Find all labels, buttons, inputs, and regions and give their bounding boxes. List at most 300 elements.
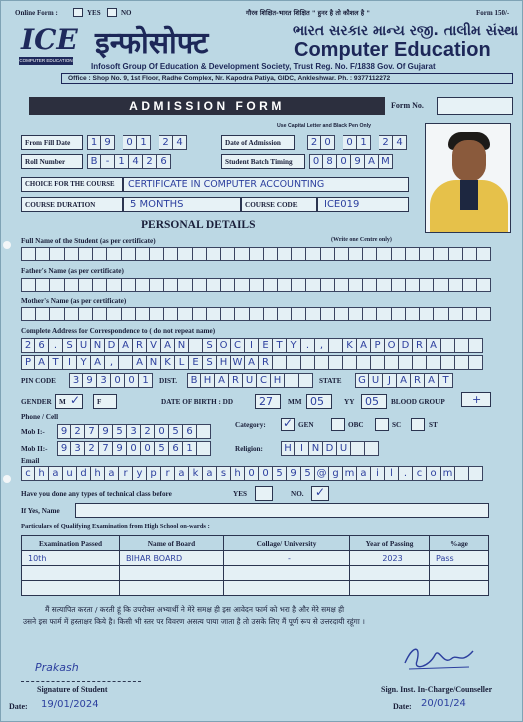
char-box	[150, 278, 164, 292]
char-box: 3	[71, 441, 85, 456]
char-box	[150, 307, 164, 321]
char-box	[178, 307, 192, 321]
char-box: 2	[21, 338, 35, 353]
char-box: I	[295, 441, 309, 456]
char-box: 9	[57, 424, 71, 439]
char-box	[392, 278, 406, 292]
fill-date-field[interactable]	[87, 135, 187, 150]
duration-field[interactable]	[123, 197, 241, 212]
duration-label-box	[21, 197, 123, 212]
dob-year-value: 05	[365, 395, 379, 408]
dob-year-field[interactable]	[361, 394, 387, 409]
personal-details-heading: PERSONAL DETAILS	[141, 219, 256, 231]
phone-label: Phone / Cell	[21, 413, 59, 421]
if-yes-name-field[interactable]	[75, 503, 489, 518]
char-box	[93, 247, 107, 261]
father-name-label: Father's Name (as per certificate)	[21, 267, 124, 275]
roll-char: B	[87, 154, 101, 169]
char-box	[321, 307, 335, 321]
char-box	[278, 307, 292, 321]
char-box: 2	[85, 441, 99, 456]
signature-scribble-icon	[399, 641, 479, 677]
char-box: A	[35, 355, 49, 370]
course-value: CERTIFICATE IN COMPUTER ACCOUNTING	[128, 179, 325, 190]
binder-hole	[3, 241, 11, 249]
char-box	[50, 247, 64, 261]
char-box: E	[189, 355, 203, 370]
char-box	[349, 307, 363, 321]
char-box: Y	[77, 355, 91, 370]
char-box: 0	[111, 373, 125, 388]
fill-date-digit: 2	[159, 135, 173, 150]
char-box: S	[63, 338, 77, 353]
char-box: S	[203, 338, 217, 353]
batch-char: 0	[309, 154, 323, 169]
course-label: CHOICE FOR THE COURSE	[25, 181, 115, 188]
col-university: Collage/ University	[224, 536, 350, 551]
char-box: .	[301, 338, 315, 353]
char-box	[221, 307, 235, 321]
char-box: 5	[155, 441, 169, 456]
char-box: D	[399, 338, 413, 353]
char-box: 9	[99, 424, 113, 439]
table-cell[interactable]	[120, 566, 224, 581]
course-field[interactable]	[123, 177, 409, 192]
char-box	[207, 278, 221, 292]
char-box	[420, 278, 434, 292]
char-box	[207, 247, 221, 261]
tech-yes-checkbox[interactable]	[255, 486, 273, 501]
address-label: Complete Address for Correspondence to ( do not repeat name)	[21, 327, 216, 335]
duration-label: COURSE DURATION	[25, 201, 96, 209]
char-box	[278, 278, 292, 292]
code-label: COURSE CODE	[245, 201, 298, 209]
category-label: Category:	[235, 421, 266, 429]
qualification-heading: Particulars of Qualifying Examination from High School on-wards :	[21, 523, 210, 530]
duration-value: 5 MONTHS	[130, 199, 184, 210]
char-box: c	[21, 466, 35, 481]
form-no-field[interactable]	[437, 97, 513, 115]
table-cell[interactable]	[22, 581, 120, 596]
char-box: a	[203, 466, 217, 481]
char-box	[299, 373, 313, 388]
char-box: r	[119, 466, 133, 481]
col-percentage: %age	[430, 536, 489, 551]
table-cell[interactable]	[350, 581, 430, 596]
char-box	[79, 278, 93, 292]
char-box: 9	[57, 441, 71, 456]
table-cell[interactable]: 10th	[22, 551, 120, 566]
char-box: T	[439, 373, 453, 388]
char-box: A	[133, 355, 147, 370]
table-cell[interactable]	[224, 581, 350, 596]
char-box: A	[245, 355, 259, 370]
char-box: H	[281, 441, 295, 456]
gender-m-label: M	[59, 398, 66, 406]
char-box	[79, 247, 93, 261]
char-box	[363, 247, 377, 261]
full-name-label: Full Name of the Student (as per certificate)	[21, 237, 156, 245]
char-box	[164, 278, 178, 292]
char-box: h	[35, 466, 49, 481]
char-box	[463, 307, 477, 321]
char-box: N	[91, 338, 105, 353]
char-box	[235, 247, 249, 261]
mobile-2-field[interactable]	[57, 441, 211, 456]
char-box: h	[91, 466, 105, 481]
char-box: A	[427, 338, 441, 353]
char-box: c	[413, 466, 427, 481]
char-box: 0	[259, 466, 273, 481]
state-field[interactable]	[355, 373, 453, 388]
char-box	[36, 307, 50, 321]
char-box: N	[147, 355, 161, 370]
char-box	[306, 247, 320, 261]
email-field[interactable]	[21, 466, 483, 481]
mother-name-field[interactable]	[21, 307, 491, 321]
char-box: U	[77, 338, 91, 353]
char-box	[420, 307, 434, 321]
category-obc-label: OBC	[348, 421, 364, 429]
table-cell[interactable]	[430, 566, 489, 581]
gender-m-box[interactable]	[55, 394, 83, 409]
online-no-checkbox[interactable]	[107, 8, 117, 17]
admission-date-label: Date of Admission	[225, 139, 281, 147]
char-box	[107, 278, 121, 292]
char-box	[469, 355, 483, 370]
char-box	[449, 278, 463, 292]
char-box	[455, 466, 469, 481]
category-obc-checkbox[interactable]	[331, 418, 345, 431]
char-box	[122, 307, 136, 321]
gender-label: GENDER	[21, 398, 52, 406]
char-box	[343, 355, 357, 370]
if-yes-label: If Yes, Name	[21, 507, 60, 515]
table-cell[interactable]	[22, 566, 120, 581]
char-box	[36, 247, 50, 261]
qualification-header-row	[22, 536, 489, 551]
char-box	[136, 278, 150, 292]
table-cell[interactable]: -	[224, 551, 350, 566]
category-sc-checkbox[interactable]	[375, 418, 389, 431]
address-line-1[interactable]	[21, 338, 491, 353]
col-board: Name of Board	[120, 536, 224, 551]
roll-char: 2	[143, 154, 157, 169]
char-box: 0	[245, 466, 259, 481]
char-box: Y	[287, 338, 301, 353]
binder-hole	[3, 475, 11, 483]
online-form-label: Online Form :	[15, 9, 58, 17]
char-box	[221, 278, 235, 292]
char-box	[413, 355, 427, 370]
incharge-signature	[399, 641, 479, 677]
char-box	[477, 278, 491, 292]
incharge-date: 20/01/24	[421, 698, 466, 709]
char-box	[189, 338, 203, 353]
char-box: A	[119, 338, 133, 353]
char-box	[463, 247, 477, 261]
fill-date-digit: 1	[137, 135, 151, 150]
religion-label: Religion:	[235, 445, 263, 453]
char-box	[150, 247, 164, 261]
char-box: l	[385, 466, 399, 481]
char-box: U	[337, 441, 351, 456]
char-box	[178, 278, 192, 292]
category-st-checkbox[interactable]	[411, 418, 425, 431]
gender-f-box[interactable]	[93, 394, 117, 409]
char-box	[197, 424, 211, 439]
batch-char: A	[365, 154, 379, 169]
char-box	[65, 278, 79, 292]
char-box: A	[215, 373, 229, 388]
gen-check-icon: ✓	[283, 416, 294, 430]
char-box: O	[385, 338, 399, 353]
brand-name: Computer Education	[294, 39, 491, 61]
char-box: G	[355, 373, 369, 388]
char-box: @	[315, 466, 329, 481]
batch-char: 9	[351, 154, 365, 169]
logo-caption: COMPUTER EDUCATION	[19, 58, 73, 63]
fill-date-digit: 0	[123, 135, 137, 150]
char-box: R	[411, 373, 425, 388]
code-label-box	[241, 197, 317, 212]
category-gen-checkbox[interactable]	[281, 418, 295, 431]
photo-face	[452, 140, 486, 182]
logo-text: ICE	[21, 23, 78, 56]
char-box	[329, 338, 343, 353]
admission-date-field[interactable]	[307, 135, 407, 150]
char-box: J	[383, 373, 397, 388]
char-box: g	[329, 466, 343, 481]
char-box: m	[343, 466, 357, 481]
char-box	[406, 278, 420, 292]
course-code-value: ICE019	[324, 199, 360, 210]
char-box	[264, 307, 278, 321]
char-box	[50, 307, 64, 321]
declaration-line-1: मैं सत्यापित करता / करती हूं कि उपरोक्त अभ्यार्थी ने मेरे समक्ष ही इस आवेदन फार्म को भरा है और मेरे समक्ष ही	[45, 605, 345, 614]
student-sign-label: Signature of Student	[37, 685, 108, 694]
char-box: a	[49, 466, 63, 481]
dob-label: DATE OF BIRTH : DD	[161, 398, 234, 406]
table-cell[interactable]	[224, 566, 350, 581]
form-title: ADMISSION FORM	[129, 99, 285, 113]
char-box	[392, 307, 406, 321]
char-box	[193, 247, 207, 261]
char-box	[197, 441, 211, 456]
dob-day-field[interactable]	[255, 394, 281, 409]
char-box: C	[257, 373, 271, 388]
char-box: ,	[315, 338, 329, 353]
char-box	[292, 247, 306, 261]
char-box	[164, 247, 178, 261]
tech-no-label: NO.	[291, 490, 304, 498]
table-row	[22, 551, 489, 566]
gender-m-check-icon: ✓	[70, 393, 81, 407]
char-box	[136, 247, 150, 261]
table-cell[interactable]	[430, 581, 489, 596]
online-yes-checkbox[interactable]	[73, 8, 83, 17]
dob-day-value: 27	[259, 395, 273, 408]
table-cell[interactable]: 2023	[350, 551, 430, 566]
char-box: A	[357, 338, 371, 353]
char-box: T	[49, 355, 63, 370]
char-box: 9	[113, 441, 127, 456]
char-box	[349, 278, 363, 292]
roll-char: 1	[115, 154, 129, 169]
admission-date-digit: 4	[393, 135, 407, 150]
father-name-field[interactable]	[21, 278, 491, 292]
char-box	[93, 278, 107, 292]
fill-date-digit: 4	[173, 135, 187, 150]
roll-char: 6	[157, 154, 171, 169]
char-box: m	[441, 466, 455, 481]
char-box	[449, 247, 463, 261]
char-box	[434, 307, 448, 321]
char-box: 1	[183, 441, 197, 456]
char-box: 3	[127, 424, 141, 439]
char-box: O	[217, 338, 231, 353]
char-box	[264, 247, 278, 261]
roll-label: Roll Number	[25, 158, 66, 166]
char-box: R	[229, 373, 243, 388]
qualification-table	[21, 535, 489, 596]
char-box: U	[369, 373, 383, 388]
admission-date-digit: 1	[357, 135, 371, 150]
char-box	[287, 355, 301, 370]
form-fee: Form 150/-	[476, 9, 510, 17]
student-sign-line	[21, 681, 141, 682]
category-sc-label: SC	[392, 421, 402, 429]
table-cell[interactable]	[120, 581, 224, 596]
char-box: E	[259, 338, 273, 353]
char-box: o	[427, 466, 441, 481]
char-box	[250, 247, 264, 261]
char-box	[193, 278, 207, 292]
address-line-2[interactable]	[21, 355, 491, 370]
char-box	[221, 247, 235, 261]
char-box	[434, 247, 448, 261]
char-box: H	[271, 373, 285, 388]
char-box: a	[357, 466, 371, 481]
batch-timing-field[interactable]	[309, 154, 393, 169]
char-box	[377, 278, 391, 292]
char-box: 6	[169, 441, 183, 456]
pin-label: PIN CODE	[21, 377, 56, 385]
char-box: B	[187, 373, 201, 388]
ice-logo	[19, 23, 78, 69]
state-label: STATE	[319, 377, 342, 385]
char-box	[455, 338, 469, 353]
blood-group-field[interactable]	[461, 392, 491, 407]
char-box: A	[91, 355, 105, 370]
col-year: Year of Passing	[350, 536, 430, 551]
char-box: 0	[141, 441, 155, 456]
char-box: U	[243, 373, 257, 388]
char-box: L	[175, 355, 189, 370]
char-box	[306, 307, 320, 321]
capital-note: Use Capital Letter and Black Pen Only	[277, 123, 371, 129]
char-box: k	[189, 466, 203, 481]
full-name-field[interactable]	[21, 247, 491, 261]
admission-date-digit: 0	[343, 135, 357, 150]
tech-no-check-icon: ✓	[315, 485, 326, 499]
char-box: T	[273, 338, 287, 353]
pin-code-field[interactable]	[69, 373, 153, 388]
char-box: R	[413, 338, 427, 353]
district-field[interactable]	[187, 373, 313, 388]
char-box	[79, 307, 93, 321]
mother-name-label: Mother's Name (as per certificate)	[21, 297, 127, 305]
char-box	[285, 373, 299, 388]
char-box: d	[77, 466, 91, 481]
char-box	[434, 278, 448, 292]
table-cell[interactable]: Pass	[430, 551, 489, 566]
office-bar	[61, 73, 513, 84]
char-box: u	[63, 466, 77, 481]
course-label-box	[21, 177, 123, 192]
char-box: y	[133, 466, 147, 481]
char-box: 5	[273, 466, 287, 481]
char-box	[321, 247, 335, 261]
char-box	[36, 278, 50, 292]
mob2-label: Mob II:-	[21, 445, 48, 453]
admission-date-digit: 2	[379, 135, 393, 150]
char-box	[399, 355, 413, 370]
char-box: 7	[99, 441, 113, 456]
char-box	[193, 307, 207, 321]
admission-date-digit: 2	[307, 135, 321, 150]
char-box	[385, 355, 399, 370]
fill-date-label: From Fill Date	[25, 139, 71, 147]
char-box: I	[245, 338, 259, 353]
incharge-sign-label: Sign. Inst. In-Charge/Counseller	[381, 685, 493, 694]
blood-group-value: +	[472, 393, 482, 406]
table-cell[interactable]: BIHAR BOARD	[120, 551, 224, 566]
tech-no-checkbox[interactable]	[311, 486, 329, 501]
char-box	[65, 307, 79, 321]
char-box: a	[105, 466, 119, 481]
blood-group-label: BLOOD GROUP	[391, 398, 445, 406]
roll-char: -	[101, 154, 115, 169]
char-box: 1	[139, 373, 153, 388]
char-box	[136, 307, 150, 321]
char-box	[321, 278, 335, 292]
char-box	[119, 355, 133, 370]
char-box: N	[175, 338, 189, 353]
religion-field[interactable]	[281, 441, 379, 456]
char-box: 0	[155, 424, 169, 439]
char-box: W	[231, 355, 245, 370]
table-cell[interactable]	[350, 566, 430, 581]
roll-number-field[interactable]	[87, 154, 171, 169]
mob1-label: Mob I:-	[21, 428, 45, 436]
char-box	[371, 355, 385, 370]
char-box: a	[175, 466, 189, 481]
admission-date-digit: 0	[321, 135, 335, 150]
char-box	[392, 247, 406, 261]
student-signature: Prakash	[35, 661, 79, 674]
char-box	[107, 307, 121, 321]
course-code-field[interactable]	[317, 197, 409, 212]
gender-f-label: F	[97, 398, 102, 406]
dob-month-field[interactable]	[306, 394, 332, 409]
hindi-brand: इन्फोसोफ्ट	[95, 26, 209, 61]
char-box	[427, 355, 441, 370]
char-box: .	[49, 338, 63, 353]
char-box	[377, 307, 391, 321]
mobile-1-field[interactable]	[57, 424, 211, 439]
char-box: s	[217, 466, 231, 481]
